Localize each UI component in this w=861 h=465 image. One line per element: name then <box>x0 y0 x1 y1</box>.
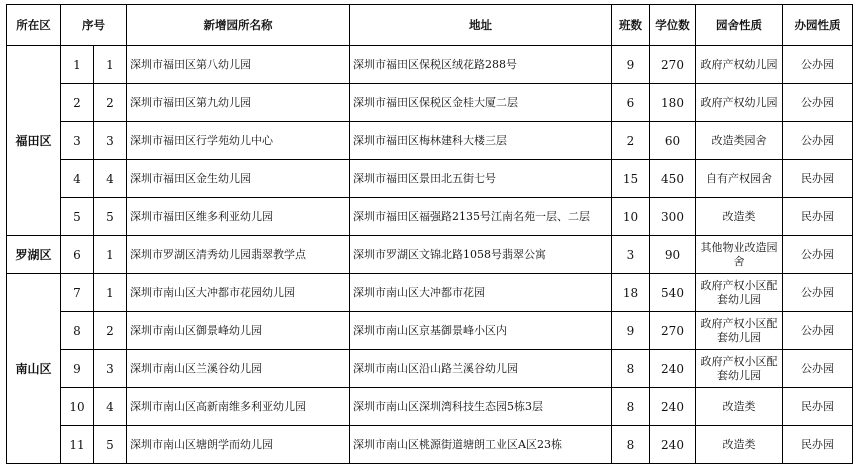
property-type: 改造类园舍 <box>696 122 783 160</box>
header-nature: 办园性质 <box>783 5 853 46</box>
operation-type: 公办园 <box>783 236 853 274</box>
address: 深圳市福田区景田北五街七号 <box>350 160 612 198</box>
district-cell-luohu: 罗湖区 <box>7 236 61 274</box>
table-row <box>7 350 853 388</box>
property-type: 政府产权幼儿园 <box>696 84 783 122</box>
address: 深圳市南山区桃源街道塘朗工业区A区23栋 <box>350 426 612 464</box>
address: 深圳市南山区京基御景峰小区内 <box>350 312 612 350</box>
seat-count: 540 <box>650 274 696 312</box>
class-count: 9 <box>612 46 650 84</box>
header-property: 园舍性质 <box>696 5 783 46</box>
seat-count: 240 <box>650 426 696 464</box>
table-row <box>7 160 853 198</box>
header-seq: 序号 <box>61 5 127 46</box>
address: 深圳市南山区深圳湾科技生态园5栋3层 <box>350 388 612 426</box>
operation-type: 民办园 <box>783 160 853 198</box>
row-number: 4 <box>61 160 94 198</box>
seat-count: 240 <box>650 388 696 426</box>
kindergarten-name: 深圳市罗湖区清秀幼儿园翡翠教学点 <box>127 236 350 274</box>
table-row <box>7 236 853 274</box>
class-count: 2 <box>612 122 650 160</box>
seat-count: 300 <box>650 198 696 236</box>
property-type: 改造类 <box>696 426 783 464</box>
operation-type: 公办园 <box>783 46 853 84</box>
seat-count: 450 <box>650 160 696 198</box>
table-row <box>7 198 853 236</box>
operation-type: 公办园 <box>783 350 853 388</box>
row-number: 8 <box>61 312 94 350</box>
kindergarten-name: 深圳市南山区兰溪谷幼儿园 <box>127 350 350 388</box>
kindergarten-name: 深圳市南山区大冲都市花园幼儿园 <box>127 274 350 312</box>
district-cell-nanshan: 南山区 <box>7 274 61 464</box>
class-count: 8 <box>612 426 650 464</box>
table-container <box>6 4 853 464</box>
property-type: 改造类 <box>696 198 783 236</box>
seat-count: 240 <box>650 350 696 388</box>
address: 深圳市福田区保税区绒花路288号 <box>350 46 612 84</box>
class-count: 8 <box>612 388 650 426</box>
district-seq: 3 <box>94 350 127 388</box>
address: 深圳市南山区沿山路兰溪谷幼儿园 <box>350 350 612 388</box>
district-seq: 4 <box>94 388 127 426</box>
property-type: 自有产权园舍 <box>696 160 783 198</box>
kindergarten-name: 深圳市福田区第八幼儿园 <box>127 46 350 84</box>
class-count: 10 <box>612 198 650 236</box>
header-name: 新增园所名称 <box>127 5 350 46</box>
row-number: 7 <box>61 274 94 312</box>
district-seq: 4 <box>94 160 127 198</box>
operation-type: 公办园 <box>783 312 853 350</box>
district-seq: 2 <box>94 84 127 122</box>
district-seq: 3 <box>94 122 127 160</box>
seat-count: 90 <box>650 236 696 274</box>
table-row <box>7 388 853 426</box>
table-row <box>7 46 853 84</box>
row-number: 3 <box>61 122 94 160</box>
class-count: 6 <box>612 84 650 122</box>
row-number: 2 <box>61 84 94 122</box>
operation-type: 民办园 <box>783 388 853 426</box>
kindergarten-name: 深圳市南山区高新南维多利亚幼儿园 <box>127 388 350 426</box>
kindergarten-name: 深圳市福田区金生幼儿园 <box>127 160 350 198</box>
row-number: 11 <box>61 426 94 464</box>
kindergarten-name: 深圳市福田区维多利亚幼儿园 <box>127 198 350 236</box>
table-row <box>7 122 853 160</box>
class-count: 18 <box>612 274 650 312</box>
header-classes: 班数 <box>612 5 650 46</box>
operation-type: 公办园 <box>783 274 853 312</box>
class-count: 15 <box>612 160 650 198</box>
row-number: 10 <box>61 388 94 426</box>
address: 深圳市南山区大冲都市花园 <box>350 274 612 312</box>
operation-type: 公办园 <box>783 84 853 122</box>
seat-count: 270 <box>650 46 696 84</box>
address: 深圳市福田区保税区金桂大厦二层 <box>350 84 612 122</box>
address: 深圳市罗湖区文锦北路1058号翡翠公寓 <box>350 236 612 274</box>
header-seats: 学位数 <box>650 5 696 46</box>
property-type: 改造类 <box>696 388 783 426</box>
seat-count: 60 <box>650 122 696 160</box>
district-seq: 1 <box>94 46 127 84</box>
header-row <box>7 5 853 46</box>
row-number: 6 <box>61 236 94 274</box>
row-number: 1 <box>61 46 94 84</box>
operation-type: 民办园 <box>783 198 853 236</box>
district-seq: 5 <box>94 426 127 464</box>
class-count: 8 <box>612 350 650 388</box>
operation-type: 公办园 <box>783 122 853 160</box>
property-type: 政府产权小区配套幼儿园 <box>696 312 783 350</box>
property-type: 政府产权小区配套幼儿园 <box>696 274 783 312</box>
header-district: 所在区 <box>7 5 61 46</box>
header-address: 地址 <box>350 5 612 46</box>
kindergarten-name: 深圳市福田区行学苑幼儿中心 <box>127 122 350 160</box>
class-count: 3 <box>612 236 650 274</box>
kindergarten-name: 深圳市南山区塘朗学而幼儿园 <box>127 426 350 464</box>
district-seq: 5 <box>94 198 127 236</box>
seat-count: 180 <box>650 84 696 122</box>
district-seq: 2 <box>94 312 127 350</box>
address: 深圳市福田区梅林建科大楼三层 <box>350 122 612 160</box>
district-cell-futian: 福田区 <box>7 46 61 236</box>
table-row <box>7 312 853 350</box>
kindergarten-name: 深圳市南山区御景峰幼儿园 <box>127 312 350 350</box>
table-row <box>7 274 853 312</box>
kindergarten-table <box>6 4 853 464</box>
table-row <box>7 84 853 122</box>
table-row <box>7 426 853 464</box>
property-type: 政府产权幼儿园 <box>696 46 783 84</box>
class-count: 9 <box>612 312 650 350</box>
row-number: 9 <box>61 350 94 388</box>
kindergarten-name: 深圳市福田区第九幼儿园 <box>127 84 350 122</box>
operation-type: 民办园 <box>783 426 853 464</box>
row-number: 5 <box>61 198 94 236</box>
district-seq: 1 <box>94 236 127 274</box>
seat-count: 270 <box>650 312 696 350</box>
property-type: 政府产权小区配套幼儿园 <box>696 350 783 388</box>
property-type: 其他物业改造园舍 <box>696 236 783 274</box>
address: 深圳市福田区福强路2135号江南名苑一层、二层 <box>350 198 612 236</box>
district-seq: 1 <box>94 274 127 312</box>
